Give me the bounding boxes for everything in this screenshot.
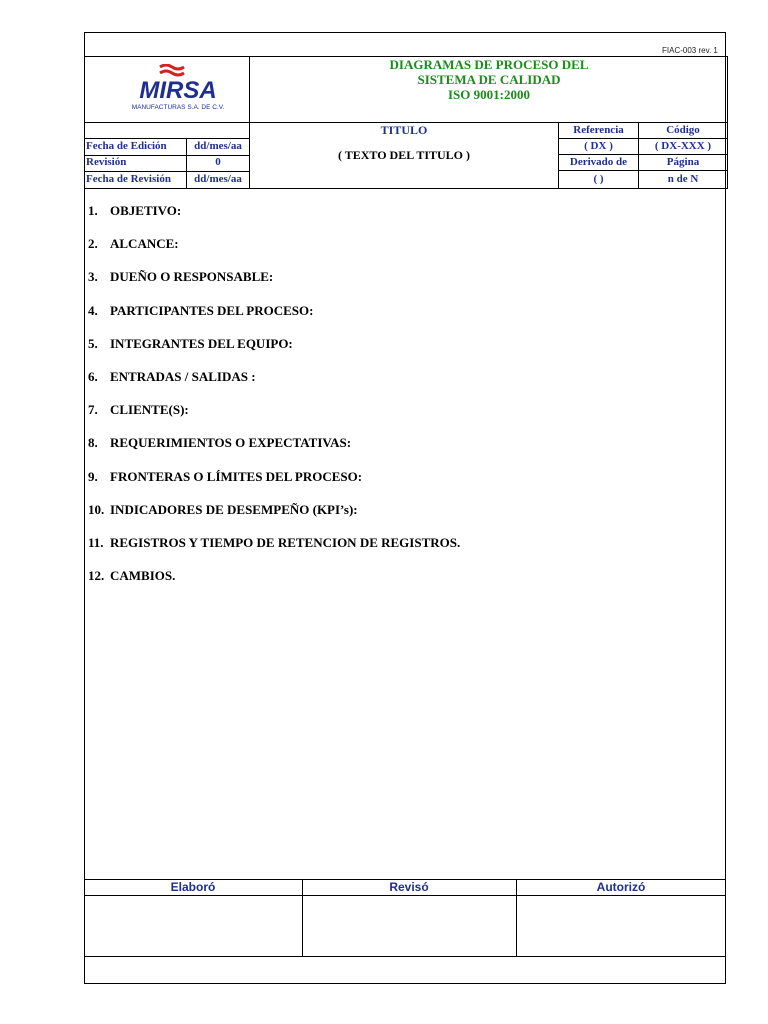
section-item [88, 233, 688, 266]
fecha-edicion-label: Fecha de Edición [86, 140, 167, 152]
section-item [88, 565, 688, 598]
section-number: 1. [88, 203, 98, 218]
section-label: CLIENTE(S): [110, 402, 189, 418]
section-number: 2. [88, 236, 98, 252]
section-label: FRONTERAS O LÍMITES DEL PROCESO: [110, 468, 363, 484]
section-label: PARTICIPANTES DEL PROCESO: [110, 302, 314, 318]
elaboro-header: Elaboró [170, 880, 216, 894]
section-item [88, 499, 688, 532]
fecha-edicion-value: dd/mes/aa [194, 140, 242, 152]
ref-row-rule-3 [558, 170, 728, 171]
reviso-header: Revisó [389, 880, 429, 894]
signature-bottom-rule [84, 956, 726, 957]
derivado-value: ( ) [593, 173, 604, 185]
section-list [88, 200, 688, 598]
header-bottom-rule [84, 188, 728, 189]
titulo-label: TITULO [380, 123, 428, 137]
section-number: 5. [88, 335, 98, 351]
section-number: 8. [88, 435, 98, 451]
section-item [88, 300, 688, 333]
section-label: ALCANCE: [110, 236, 179, 252]
title-line-1: DIAGRAMAS DE PROCESO DEL [389, 57, 589, 72]
form-code: FIAC-003 rev. 1 [662, 46, 718, 55]
titulo-value: ( TEXTO DEL TITULO ) [337, 148, 471, 162]
codigo-value: ( DX-XXX ) [654, 140, 712, 152]
section-item [88, 532, 688, 565]
section-label: REGISTROS Y TIEMPO DE RETENCION DE REGISTROS. [110, 534, 461, 550]
elaboro-signature-box[interactable] [85, 896, 301, 955]
section-label: OBJETIVO: [110, 203, 182, 218]
reviso-signature-box[interactable] [303, 896, 515, 955]
section-number: 6. [88, 368, 98, 384]
section-number: 11. [88, 534, 104, 550]
fecha-revision-value: dd/mes/aa [194, 173, 242, 185]
section-item [88, 466, 688, 499]
referencia-value: ( DX ) [584, 140, 613, 152]
section-number: 12. [88, 568, 105, 584]
revision-label: Revisión [86, 156, 127, 168]
autorizo-header: Autorizó [596, 880, 646, 894]
pagina-label: Página [666, 156, 700, 168]
revision-value: 0 [215, 156, 221, 168]
section-number: 3. [88, 269, 98, 285]
section-label: INDICADORES DE DESEMPEÑO (KPI’s): [110, 501, 358, 517]
logo-wordmark: MIRSA [139, 77, 217, 104]
section-label: INTEGRANTES DEL EQUIPO: [110, 335, 293, 351]
codigo-label: Código [666, 124, 700, 136]
logo-subtitle: MANUFACTURAS S.A. DE C.V. [131, 104, 225, 111]
section-item [88, 266, 688, 299]
section-item [88, 333, 688, 366]
autorizo-signature-box[interactable] [517, 896, 725, 955]
document-title [250, 57, 728, 102]
section-item [88, 366, 688, 399]
section-label: ENTRADAS / SALIDAS : [110, 368, 256, 384]
section-label: DUEÑO O RESPONSABLE: [110, 269, 274, 285]
section-item [88, 399, 688, 432]
fecha-revision-label: Fecha de Revisión [86, 173, 171, 185]
section-item [88, 432, 688, 465]
section-label: CAMBIOS. [110, 568, 176, 584]
section-number: 10. [88, 501, 105, 517]
section-item [88, 200, 688, 233]
title-line-3: ISO 9001:2000 [448, 87, 530, 102]
referencia-label: Referencia [573, 124, 624, 136]
title-line-2: SISTEMA DE CALIDAD [417, 72, 561, 87]
mirsa-logo-icon [130, 64, 226, 114]
company-logo [130, 64, 226, 114]
section-number: 9. [88, 468, 98, 484]
pagina-value: n de N [667, 173, 699, 185]
section-number: 4. [88, 302, 98, 318]
section-number: 7. [88, 402, 98, 418]
derivado-label: Derivado de [569, 156, 628, 168]
section-label: REQUERIMIENTOS O EXPECTATIVAS: [110, 435, 352, 451]
